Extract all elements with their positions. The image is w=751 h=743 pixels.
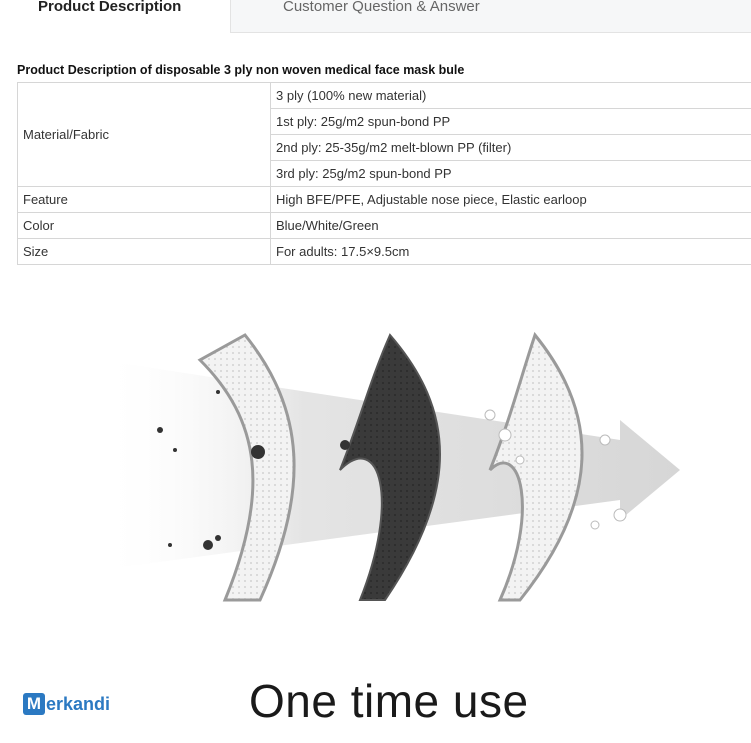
brand-logo bbox=[23, 693, 110, 715]
material-value: 1st ply: 25g/m2 spun-bond PP bbox=[271, 109, 751, 135]
spec-table bbox=[17, 82, 751, 265]
feature-value: High BFE/PFE, Adjustable nose piece, Elastic earloop bbox=[271, 187, 751, 213]
size-label: Size bbox=[18, 239, 271, 265]
material-value: 3rd ply: 25g/m2 spun-bond PP bbox=[271, 161, 751, 187]
color-label: Color bbox=[18, 213, 271, 239]
material-value: 2nd ply: 25-35g/m2 melt-blown PP (filter) bbox=[271, 135, 751, 161]
tab-product-description[interactable] bbox=[0, 0, 231, 33]
table-row bbox=[18, 239, 751, 265]
mask-layers-illustration bbox=[80, 320, 700, 620]
color-value: Blue/White/Green bbox=[271, 213, 751, 239]
material-value: 3 ply (100% new material) bbox=[271, 83, 751, 109]
description-title: Product Description of disposable 3 ply non woven medical face mask bule bbox=[17, 63, 465, 77]
tab-bar bbox=[0, 0, 751, 33]
table-row bbox=[18, 83, 751, 109]
brand-logo-initial: M bbox=[23, 693, 45, 715]
tab-customer-qa-label: Customer Question & Answer bbox=[283, 0, 480, 15]
tab-customer-qa[interactable] bbox=[231, 0, 751, 32]
material-label: Material/Fabric bbox=[18, 83, 271, 187]
feature-label: Feature bbox=[18, 187, 271, 213]
table-row bbox=[18, 187, 751, 213]
brand-logo-text: erkandi bbox=[46, 693, 111, 714]
size-value: For adults: 17.5×9.5cm bbox=[271, 239, 751, 265]
table-row bbox=[18, 213, 751, 239]
slogan-text: One time use bbox=[249, 675, 529, 727]
tab-product-description-label: Product Description bbox=[38, 0, 182, 15]
